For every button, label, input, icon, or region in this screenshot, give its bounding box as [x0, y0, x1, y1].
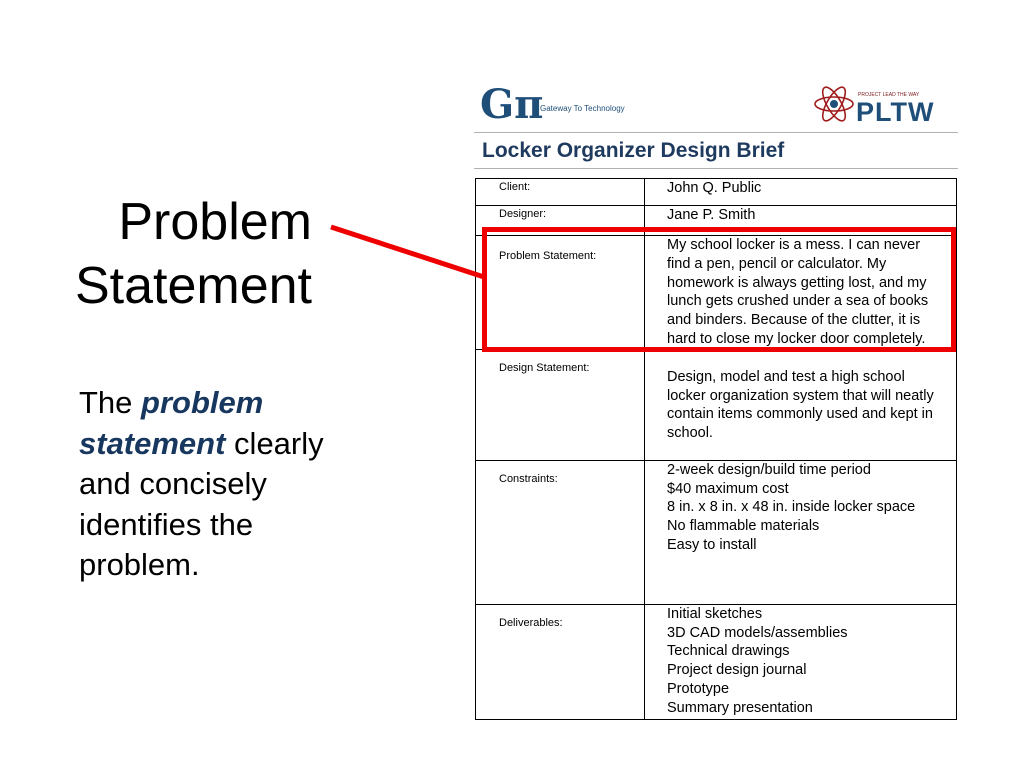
design-line: school.: [667, 425, 713, 442]
problem-line: and binders. Because of the clutter, it is: [667, 312, 921, 329]
gt-logo-text: Gateway To Technology: [540, 104, 625, 113]
document-header: [474, 74, 958, 134]
deliverable-line: Prototype: [667, 680, 730, 697]
design-statement-label: Design Statement:: [476, 349, 645, 460]
pltw-tagline: PROJECT LEAD THE WAY: [858, 92, 920, 98]
problem-line: homework is always getting lost, and my: [667, 274, 927, 291]
design-statement-value: [645, 349, 957, 460]
constraint-line: 2-week design/build time period: [667, 461, 871, 478]
gateway-to-technology-logo: [480, 82, 640, 128]
designer-value-line: Jane P. Smith: [667, 207, 756, 223]
deliverable-line: Project design journal: [667, 662, 807, 679]
body-prefix: The: [79, 385, 142, 420]
table-row-constraints: [476, 460, 957, 604]
body-line-5: problem.: [79, 547, 200, 582]
constraint-line: No flammable materials: [667, 518, 820, 535]
constraints-value: [645, 460, 957, 604]
body-emphasis-1: problem: [141, 385, 264, 420]
client-label: Client:: [476, 179, 645, 206]
deliverable-line: 3D CAD models/assemblies: [667, 624, 848, 641]
designer-label: Designer:: [476, 206, 645, 236]
body-suffix: clearly: [225, 425, 324, 461]
body-line-3: and concisely: [79, 466, 267, 501]
slide-body-text: [79, 383, 369, 586]
client-value-line: John Q. Public: [667, 180, 762, 196]
table-row-client: [476, 179, 957, 206]
body-emphasis-2: statement: [79, 425, 226, 461]
problem-statement-label: Problem Statement:: [476, 236, 645, 350]
slide-title-line-1: Problem: [118, 193, 312, 251]
deliverables-value: [645, 604, 957, 719]
problem-line: My school locker is a mess. I can never: [667, 237, 921, 253]
deliverable-line: Initial sketches: [667, 605, 763, 622]
body-line-4: identifies the: [79, 506, 254, 542]
problem-line: find a pen, pencil or calculator. My: [667, 255, 887, 272]
client-value: [645, 179, 957, 206]
table-row-deliverables: [476, 604, 957, 719]
constraint-line: 8 in. x 8 in. x 48 in. inside locker space: [667, 499, 916, 516]
design-line: Design, model and test a high school: [667, 368, 905, 385]
document-title: Locker Organizer Design Brief: [482, 139, 785, 162]
constraint-line: Easy to install: [667, 536, 757, 553]
deliverable-line: Technical drawings: [667, 643, 790, 660]
design-line: locker organization system that will neatly: [667, 387, 934, 404]
problem-line: hard to close my locker door completely.: [667, 330, 926, 347]
constraint-line: $40 maximum cost: [667, 480, 789, 497]
problem-statement-highlight-box: [482, 227, 956, 352]
deliverable-line: Summary presentation: [667, 699, 813, 716]
deliverables-label: Deliverables:: [476, 604, 645, 719]
slide-title-line-2: Statement: [74, 257, 312, 315]
pltw-logo: [812, 80, 952, 130]
title-divider: [474, 168, 958, 169]
constraints-label: Constraints:: [476, 460, 645, 604]
slide-title: [40, 190, 312, 318]
header-divider: [474, 132, 958, 133]
problem-line: lunch gets crushed under a sea of books: [667, 293, 929, 310]
gt-logo-mark: Gπ: [480, 81, 544, 128]
callout-line: [331, 227, 484, 277]
pltw-wordmark: PLTW: [856, 97, 935, 127]
table-row-design-statement: [476, 349, 957, 460]
design-line: contain items commonly used and kept in: [667, 406, 933, 423]
atom-icon: [812, 82, 856, 126]
